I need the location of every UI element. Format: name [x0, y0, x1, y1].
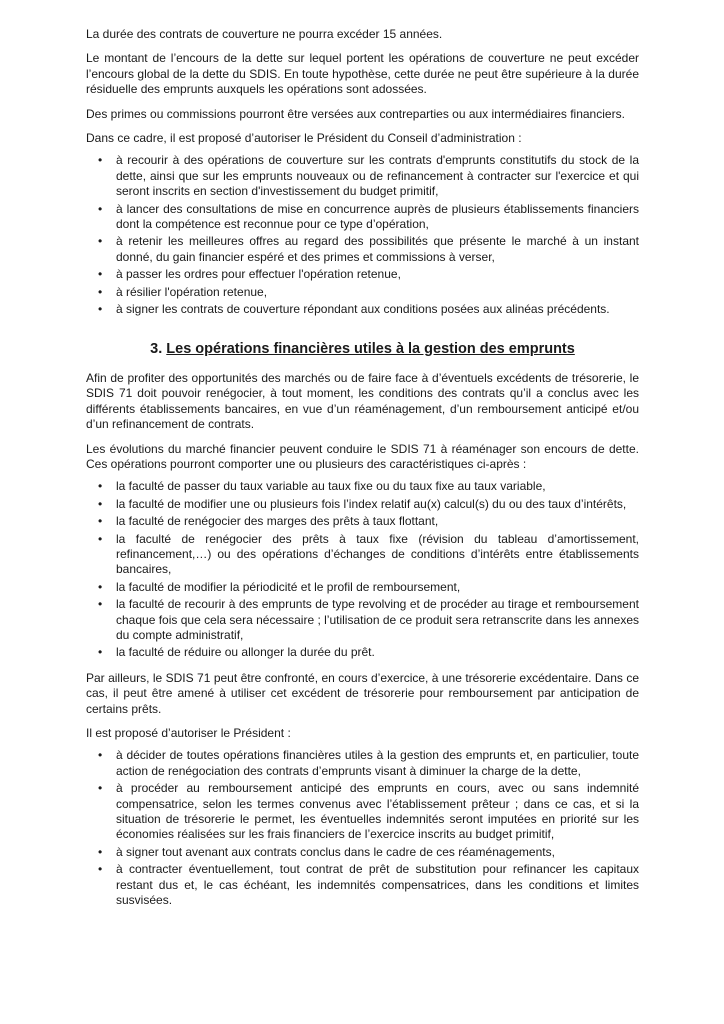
list-item: • la faculté de modifier la périodicité et le profil de remboursement,	[86, 580, 639, 595]
list-item: • à signer les contrats de couverture répondant aux conditions posées aux alinéas précédents.	[86, 302, 639, 317]
paragraph-authorization: Dans ce cadre, il est proposé d’autoriser le Président du Conseil d’administration :	[86, 131, 522, 146]
list-item: • la faculté de renégocier des marges des prêts à taux flottant,	[86, 514, 639, 529]
list-item: • la faculté de réduire ou allonger la durée du prêt.	[86, 645, 639, 660]
paragraph-opportunities: Afin de profiter des opportunités des marchés ou de faire face à d’éventuels excédents de trésorerie, le SDIS 71 doit pouvoir renégocier, à tout moment, les conditions des contrats qu’il a conclus avec les différents établissements bancaires, en vue d’un réaménagement, d’un remboursement anticipé et/ou d’un refinancement de contrats.	[86, 370, 639, 432]
financial-operations-list	[86, 748, 639, 908]
list-item: • la faculté de renégocier des prêts à taux fixe (révision du tableau d’amortissement, refinancement,…) ou des opérations d’échanges de conditions d’intérêts entre établissements bancaires,	[86, 532, 639, 578]
list-item: • à passer les ordres pour effectuer l'opération retenue,	[86, 267, 639, 282]
list-item: • la faculté de modifier une ou plusieurs fois l’index relatif au(x) calcul(s) du ou des taux d’intérêts,	[86, 497, 639, 512]
list-item: • à résilier l'opération retenue,	[86, 285, 639, 300]
section-title: Les opérations financières utiles à la gestion des emprunts	[166, 340, 575, 357]
hedging-authorizations-list	[86, 153, 639, 317]
paragraph-market-evolutions: Les évolutions du marché financier peuvent conduire le SDIS 71 à réaménager son encours de dette. Ces opérations pourront comporter une ou plusieurs des caractéristiques ci-après :	[86, 441, 639, 471]
list-item: • à retenir les meilleures offres au regard des possibilités que présente le marché à un instant donné, du gain financier espéré et des primes et commissions à verser,	[86, 234, 639, 265]
paragraph-surplus: Par ailleurs, le SDIS 71 peut être confronté, en cours d’exercice, à une trésorerie excédentaire. Dans ce cas, il peut être amené à utiliser cet excédent de trésorerie pour remboursement par anticipation de certains prêts.	[86, 670, 639, 716]
paragraph-fees: Des primes ou commissions pourront être versées aux contreparties ou aux intermédiaires financiers.	[86, 106, 625, 121]
list-item: • à contracter éventuellement, tout contrat de prêt de substitution pour refinancer les capitaux restant dus et, le cas échéant, les indemnités compensatrices, dans les conditions et limites susvisées.	[86, 862, 639, 908]
paragraph-president-authorization: Il est proposé d’autoriser le Président :	[86, 726, 291, 741]
list-item: • à décider de toutes opérations financières utiles à la gestion des emprunts et, en particulier, toute action de renégociation des contrats d’emprunts visant à diminuer la charge de la dette,	[86, 748, 639, 779]
list-item: • à procéder au remboursement anticipé des emprunts en cours, avec ou sans indemnité compensatrice, selon les termes convenus avec l’établissement prêteur ; dans ce cas, et si la situation de trésorerie le permet, les éventuelles indemnités seront imputées en priorité sur les économies réalisées sur les frais financiers de l’exercice inscrits au budget primitif,	[86, 781, 639, 843]
section-heading	[86, 342, 639, 357]
list-item: • la faculté de recourir à des emprunts de type revolving et de procéder au tirage et remboursement chaque fois que cela sera nécessaire ; l’utilisation de ce produit sera retranscrite dans les annexes du compte administratif,	[86, 597, 639, 643]
document-page	[86, 27, 639, 919]
paragraph-duration: La durée des contrats de couverture ne pourra excéder 15 années.	[86, 27, 443, 41]
list-item: • la faculté de passer du taux variable au taux fixe ou du taux fixe au taux variable,	[86, 479, 639, 494]
section-number: 3.	[150, 340, 163, 357]
renegotiation-options-list	[86, 479, 639, 660]
paragraph-amount: Le montant de l’encours de la dette sur lequel portent les opérations de couverture ne peut excéder l’encours global de la dette du SDIS. En toute hypothèse, cette durée ne peut être supérieure à la durée résiduelle des emprunts auxquels les opérations sont adossées.	[86, 51, 639, 97]
list-item: • à recourir à des opérations de couverture sur les contrats d'emprunts constitutifs du stock de la dette, ainsi que sur les emprunts nouveaux ou de refinancement à contracter sur l'exercice et qui seront inscrits en section d'investissement du budget primitif,	[86, 153, 639, 199]
list-item: • à lancer des consultations de mise en concurrence auprès de plusieurs établissements financiers dont la compétence est reconnue pour ce type d’opération,	[86, 202, 639, 233]
list-item: • à signer tout avenant aux contrats conclus dans le cadre de ces réaménagements,	[86, 845, 639, 860]
